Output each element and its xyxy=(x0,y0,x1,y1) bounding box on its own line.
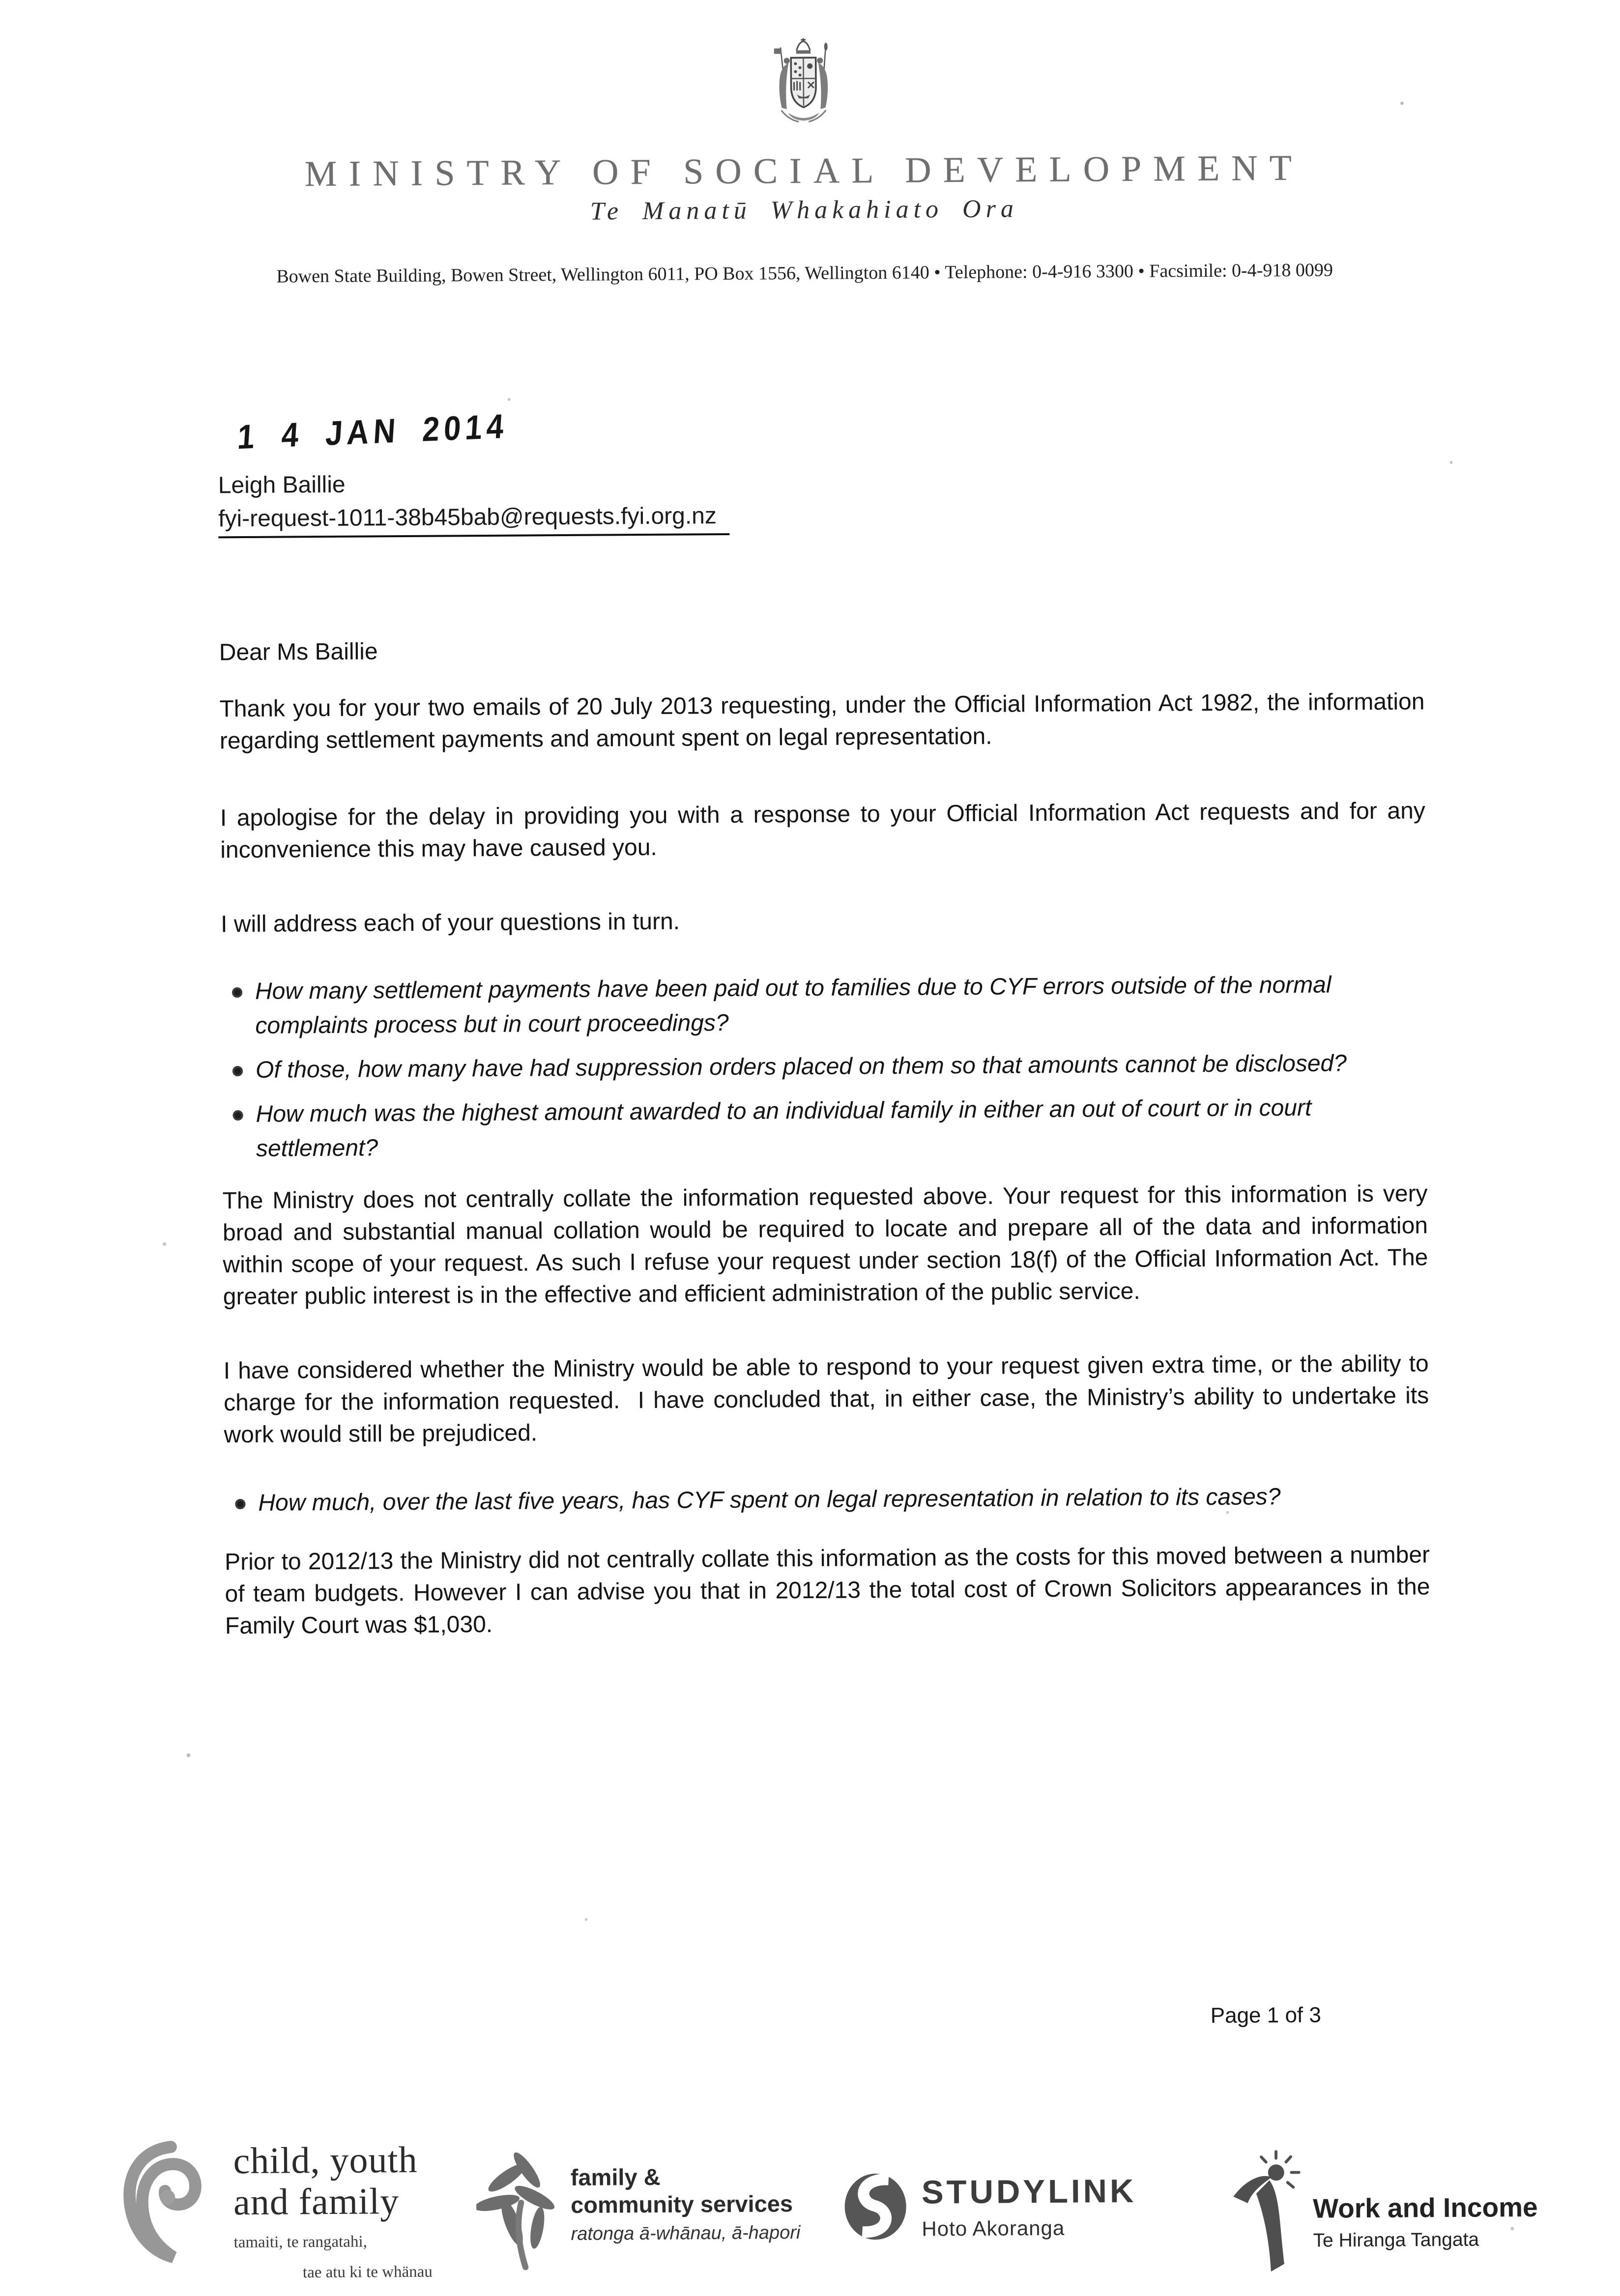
studylink-maori-line: Hoto Akoranga xyxy=(922,2216,1065,2240)
paragraph: The Ministry does not centrally collate the information requested above. Your request for this information is very broad and substantial manual collation would be required to locate and prepare all of the data and information within scope of your request. As such I refuse your request under section 18(f) of the Official Information Act. The greater public interest is in the effective and efficient administration of the public service. xyxy=(222,1180,1435,1310)
recipient-block xyxy=(218,467,730,538)
cyf-maori-line1: tamaiti, te rangatahi, xyxy=(233,2233,367,2252)
page-indicator: Page 1 of 3 xyxy=(1210,2003,1322,2028)
salutation: Dear Ms Baillie xyxy=(219,638,378,666)
scan-speckle xyxy=(163,1242,166,1246)
letterhead-address: Bowen State Building, Bowen Street, Wellington 6011, PO Box 1556, Wellington 6140 • Telephone: 0-4-916 3300 • Facsimile: 0-4-918 0099 xyxy=(276,259,1333,287)
koru-spiral-icon xyxy=(118,2135,220,2272)
bullet-text: How much was the highest amount awarded to an individual family in either an out of court or in court settlement? xyxy=(256,1094,1312,1162)
bullet-icon xyxy=(232,1066,243,1076)
fcs-maori-line: ratonga ā-whānau, ā-hapori xyxy=(571,2222,801,2245)
person-sunburst-icon xyxy=(1228,2150,1310,2274)
cyf-line1: child, youth xyxy=(233,2139,418,2182)
paragraph: I apologise for the delay in providing you with a response to your Official Information Act requests and for any inconvenience this may have caused you. xyxy=(220,798,1432,863)
studylink-s-icon xyxy=(841,2171,910,2243)
scan-speckle xyxy=(1449,461,1452,464)
paragraph: Prior to 2012/13 the Ministry did not centrally collate this information as the costs for this moved between a number of team budgets. However I can advise you that in 2012/13 the total cost of Crown Solicitors appearances in the Family Court was $1,030. xyxy=(224,1542,1437,1639)
work-income-wordmark: Work and Income xyxy=(1313,2191,1538,2224)
question-bullet-list xyxy=(221,967,1427,1166)
bullet-text: How much, over the last five years, has CYF spent on legal representation in relation to its cases? xyxy=(258,1484,1281,1516)
work-income-maori-line: Te Hiranga Tangata xyxy=(1313,2229,1479,2251)
cyf-logo-text xyxy=(233,2139,433,2284)
cyf-line2: and family xyxy=(233,2181,400,2223)
letter-body xyxy=(219,629,1437,1642)
received-date-stamp: 1 4 JAN 2014 xyxy=(236,407,509,457)
recipient-name: Leigh Baillie xyxy=(218,471,346,499)
scan-speckle xyxy=(585,1918,588,1921)
paragraph: I will address each of your questions in turn. xyxy=(221,908,680,938)
bullet-icon xyxy=(233,1110,243,1120)
ministry-title: MINISTRY OF SOCIAL DEVELOPMENT xyxy=(304,147,1304,195)
scan-speckle xyxy=(508,398,511,401)
studylink-logo-text xyxy=(922,2172,1137,2241)
scan-speckle xyxy=(1400,102,1404,105)
list-item xyxy=(222,1046,1427,1088)
bullet-icon xyxy=(232,987,242,998)
nz-coat-of-arms-icon xyxy=(751,38,856,147)
studylink-wordmark: STUDYLINK xyxy=(921,2172,1137,2211)
fcs-logo-text xyxy=(571,2162,801,2245)
fcs-line2: community services xyxy=(570,2190,793,2218)
bullet-text: How many settlement payments have been paid out to families due to CYF errors outside of the normal complaints process but in court proceedings? xyxy=(255,972,1331,1039)
list-item xyxy=(221,967,1427,1043)
bullet-icon xyxy=(235,1499,245,1509)
scan-speckle xyxy=(1510,2227,1514,2230)
paragraph: I have considered whether the Ministry would be able to respond to your request given extra time, or the ability to charge for the information requested. I have concluded that, in either case, the Ministry’s ability to undertake its work would still be prejudiced. xyxy=(223,1350,1436,1448)
bullet-text: Of those, how many have had suppression orders placed on them so that amounts cannot be disclosed? xyxy=(255,1050,1347,1083)
ministry-maori-title: Te Manatū Whakahiato Ora xyxy=(590,195,1019,226)
scan-speckle xyxy=(187,1753,191,1757)
cyf-maori-line2: tae atu ki te whänau xyxy=(302,2263,433,2282)
list-item xyxy=(222,1090,1427,1166)
recipient-email: fyi-request-1011-38b45bab@requests.fyi.org.nz xyxy=(218,500,729,538)
question-bullet-list xyxy=(224,1479,1429,1521)
paragraph: Thank you for your two emails of 20 July 2013 requesting, under the Official Information Act 1982, the information regarding settlement payments and amount spent on legal representation. xyxy=(219,689,1431,754)
scan-speckle xyxy=(1226,1511,1229,1514)
list-item xyxy=(224,1479,1429,1521)
fcs-line1: family & xyxy=(570,2163,661,2191)
leaf-cluster-icon xyxy=(476,2147,563,2273)
work-income-logo-text xyxy=(1313,2191,1538,2252)
